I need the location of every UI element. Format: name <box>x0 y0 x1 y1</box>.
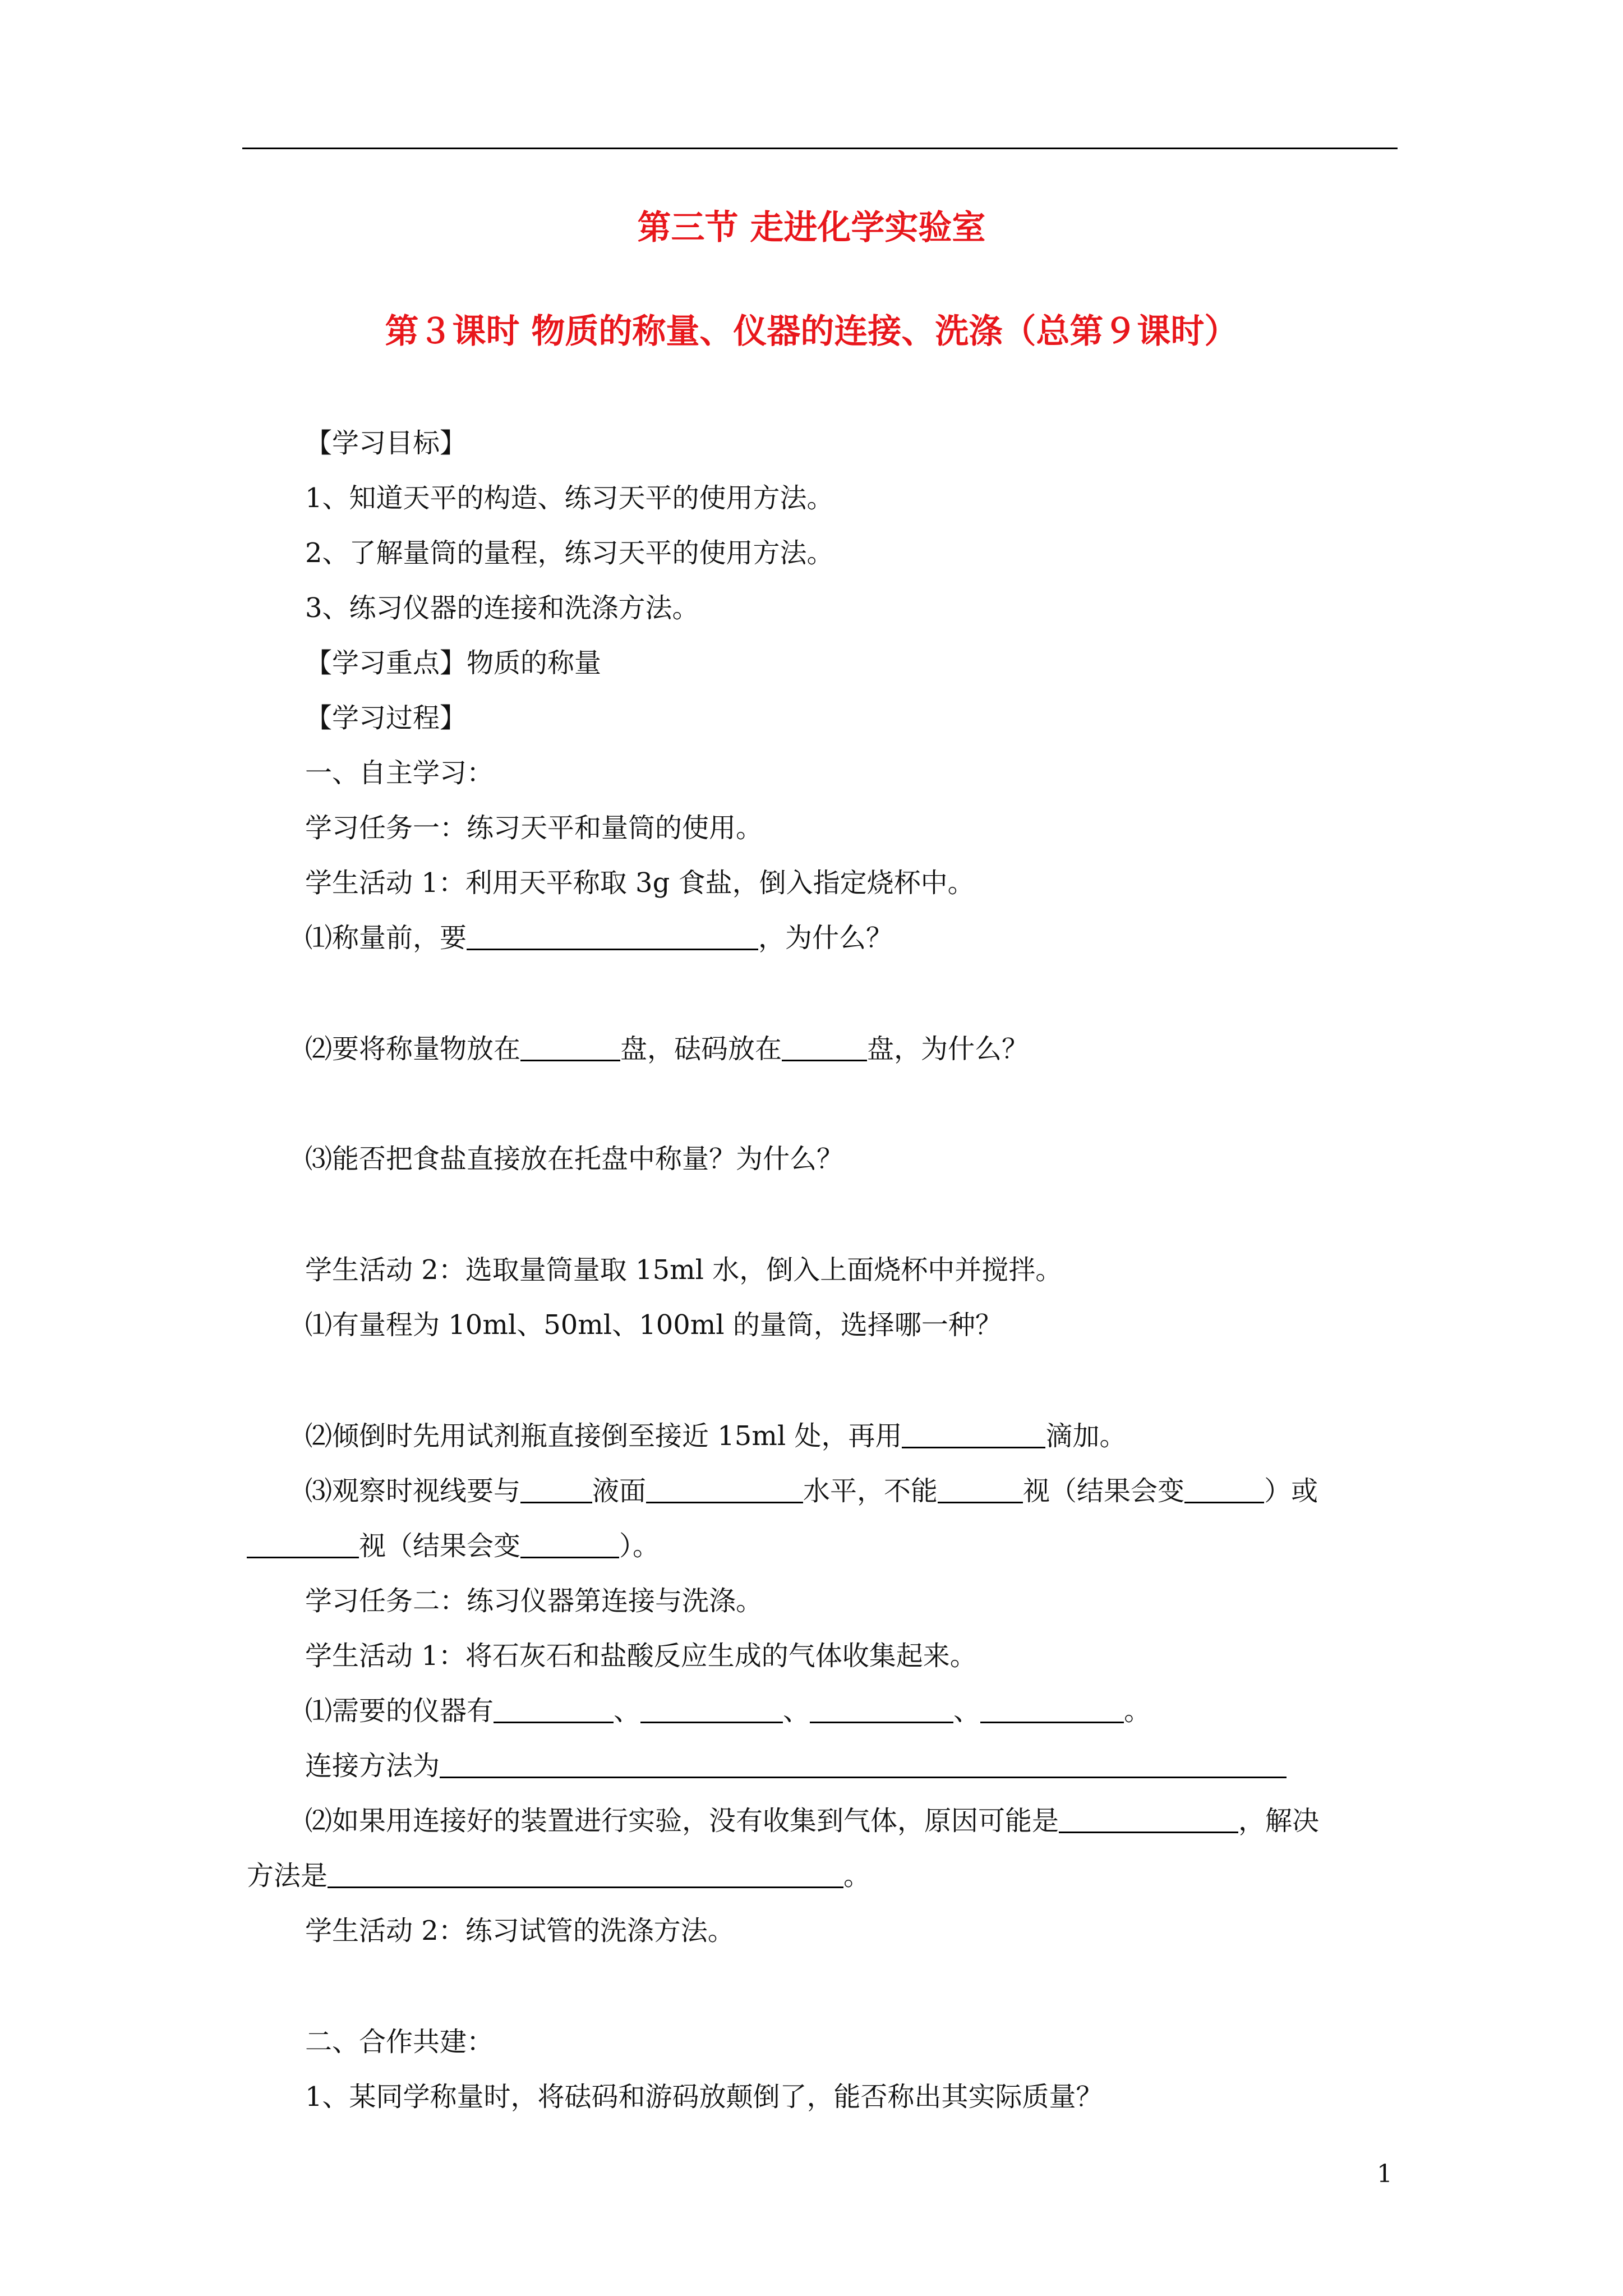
fill-in-blank[interactable] <box>1059 1805 1238 1833</box>
objective-item: 1、知道天平的构造、练习天平的使用方法。 <box>305 482 834 514</box>
question-line <box>247 1859 870 1893</box>
question-text: 视（结果会变 <box>1023 1475 1185 1507</box>
fill-in-blank[interactable] <box>938 1475 1023 1503</box>
objective-item: 2、了解量筒的量程，练习天平的使用方法。 <box>305 537 834 569</box>
question-text: 。 <box>843 1860 871 1892</box>
question-line <box>305 1419 1126 1453</box>
separator: 、 <box>783 1695 810 1727</box>
coop-heading: 二、合作共建： <box>305 2026 494 2058</box>
question-text: ⑵要将称量物放在 <box>305 1033 521 1065</box>
task2-activity2-title: 学生活动 2：练习试管的洗涤方法。 <box>305 1915 735 1947</box>
question-line <box>305 1694 1151 1728</box>
question-line <box>305 1804 1319 1838</box>
question-text: ⑴需要的仪器有 <box>305 1695 494 1727</box>
fill-in-blank[interactable] <box>328 1860 843 1888</box>
question-text: 视（结果会变 <box>359 1530 521 1562</box>
page-number: 1 <box>1377 2160 1393 2188</box>
fill-in-blank[interactable] <box>247 1530 359 1558</box>
question-text: ）或 <box>1264 1475 1318 1507</box>
objectives-heading: 【学习目标】 <box>305 427 467 459</box>
fill-in-blank[interactable] <box>1184 1475 1264 1503</box>
task1-title: 学习任务一：练习天平和量筒的使用。 <box>305 812 763 844</box>
fill-in-blank[interactable] <box>520 1475 592 1503</box>
task1-activity1-title: 学生活动 1：利用天平称取 3g 食盐，倒入指定烧杯中。 <box>305 867 975 899</box>
question-line <box>305 1749 1287 1783</box>
fill-in-blank[interactable] <box>980 1695 1124 1723</box>
section-title: 第三节 走进化学实验室 <box>637 208 986 247</box>
question-text: ⑶观察时视线要与 <box>305 1475 521 1507</box>
focus-line <box>305 646 601 680</box>
question-line: 1、某同学称量时，将砝码和游码放颠倒了，能否称出其实际质量？ <box>305 2081 1103 2113</box>
question-text: 。 <box>1124 1695 1151 1727</box>
task1-activity2-title: 学生活动 2：选取量筒量取 15ml 水，倒入上面烧杯中并搅拌。 <box>305 1254 1063 1286</box>
question-line <box>305 1032 1029 1066</box>
question-text: 连接方法为 <box>305 1750 440 1782</box>
lesson-title: 第３课时 物质的称量、仪器的连接、洗涤（总第９课时） <box>385 312 1238 351</box>
fill-in-blank[interactable] <box>782 1033 867 1061</box>
fill-in-blank[interactable] <box>520 1033 620 1061</box>
fill-in-blank[interactable] <box>640 1695 783 1723</box>
question-line <box>247 1529 660 1563</box>
fill-in-blank[interactable] <box>440 1750 1287 1778</box>
separator: 、 <box>614 1695 641 1727</box>
fill-in-blank[interactable] <box>467 922 758 950</box>
fill-in-blank[interactable] <box>902 1420 1045 1448</box>
question-text: ⑴称量前，要 <box>305 922 467 954</box>
focus-heading: 【学习重点】 <box>305 647 467 679</box>
question-text: ⑵倾倒时先用试剂瓶直接倒至接近 15ml 处，再用 <box>305 1420 902 1452</box>
question-line <box>305 1474 1318 1508</box>
question-text: ，为什么？ <box>758 922 893 954</box>
fill-in-blank[interactable] <box>520 1530 619 1558</box>
fill-in-blank[interactable] <box>810 1695 953 1723</box>
question-text: 滴加。 <box>1045 1420 1127 1452</box>
header-rule <box>242 148 1398 149</box>
question-text: ⑵如果用连接好的装置进行实验，没有收集到气体，原因可能是 <box>305 1805 1059 1837</box>
question-text: ）。 <box>619 1530 660 1562</box>
self-study-heading: 一、自主学习： <box>305 757 494 789</box>
question-line: ⑴有量程为 10ml、50ml、100ml 的量筒，选择哪一种？ <box>305 1309 1002 1341</box>
separator: 、 <box>953 1695 981 1727</box>
question-line: ⑶能否把食盐直接放在托盘中称量？为什么？ <box>305 1143 844 1175</box>
question-text: 液面 <box>592 1475 647 1507</box>
fill-in-blank[interactable] <box>494 1695 614 1723</box>
question-text: 盘，为什么？ <box>867 1033 1029 1065</box>
process-heading: 【学习过程】 <box>305 702 467 734</box>
question-text: 盘，砝码放在 <box>620 1033 782 1065</box>
objective-item: 3、练习仪器的连接和洗涤方法。 <box>305 592 699 624</box>
question-text: 水平，不能 <box>803 1475 938 1507</box>
question-text: ，解决 <box>1238 1805 1320 1837</box>
question-text: 方法是 <box>247 1860 328 1892</box>
task2-title: 学习任务二：练习仪器第连接与洗涤。 <box>305 1585 763 1617</box>
focus-text: 物质的称量 <box>467 647 602 679</box>
task2-activity1-title: 学生活动 1：将石灰石和盐酸反应生成的气体收集起来。 <box>305 1640 977 1672</box>
question-line <box>305 921 893 955</box>
fill-in-blank[interactable] <box>646 1475 803 1503</box>
